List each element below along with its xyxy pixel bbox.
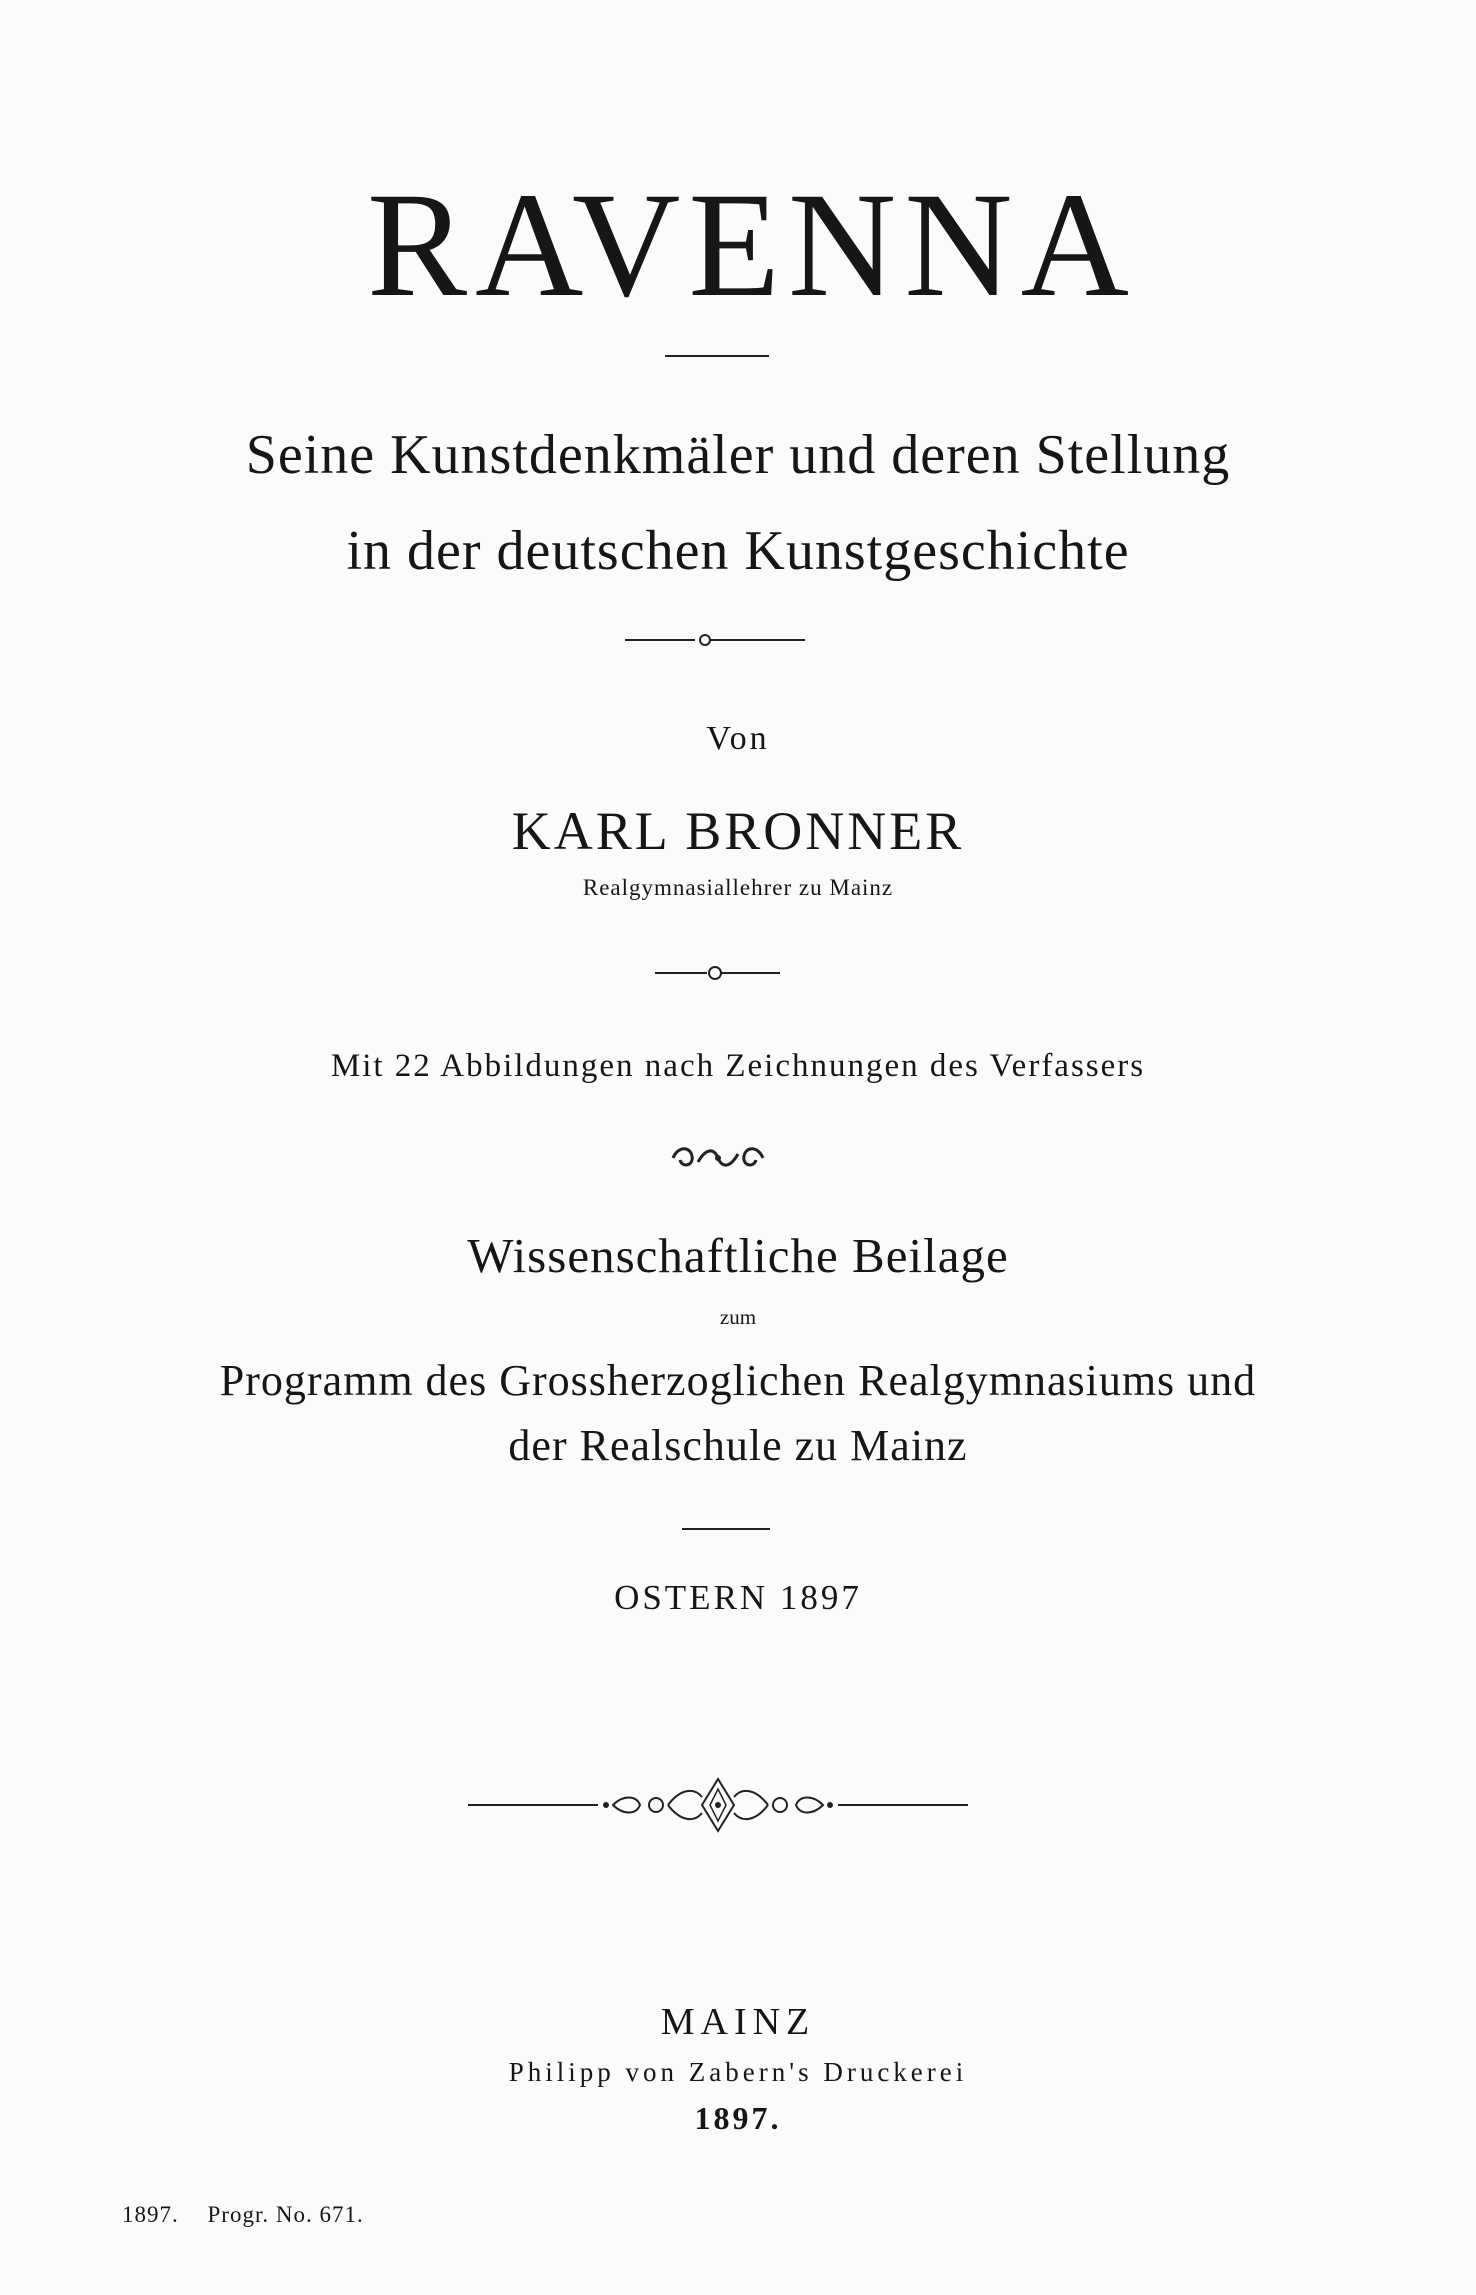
imprint-year: 1897. — [694, 2100, 782, 2136]
program-line-2: der Realschule zu Mainz — [508, 1421, 968, 1470]
imprint-city: MAINZ — [660, 2001, 816, 2043]
program-divider — [682, 1528, 770, 1530]
illustrations-note: Mit 22 Abbildungen nach Zeichnungen des Verfassers — [330, 1048, 1146, 1084]
small-ornament-divider — [625, 630, 805, 650]
subtitle-line-2: in der deutschen Kunstgeschichte — [346, 520, 1130, 582]
by-label: Von — [706, 720, 770, 757]
supplement-title: Wissenschaftliche Beilage — [467, 1228, 1009, 1283]
flourish-icon — [668, 1140, 768, 1176]
imprint-printer: Philipp von Zabern's Druckerei — [508, 2057, 968, 2087]
author-divider — [655, 963, 780, 983]
footer-year: 1897. — [122, 2202, 179, 2227]
footer-program-number: Progr. No. 671. — [207, 2202, 364, 2227]
ornamental-divider — [468, 1775, 968, 1835]
author-role: Realgymnasiallehrer zu Mainz — [582, 875, 894, 900]
date-line: OSTERN 1897 — [614, 1578, 862, 1617]
subtitle-line-1: Seine Kunstdenkmäler und deren Stellung — [245, 424, 1231, 486]
book-title: RAVENNA — [367, 162, 1137, 328]
author-name: KARL BRONNER — [511, 801, 965, 861]
title-divider — [665, 355, 769, 357]
program-line-1: Programm des Grossherzoglichen Realgymnasiums und — [219, 1356, 1257, 1405]
supplement-connector: zum — [719, 1305, 757, 1329]
program-footer — [122, 2202, 364, 2228]
